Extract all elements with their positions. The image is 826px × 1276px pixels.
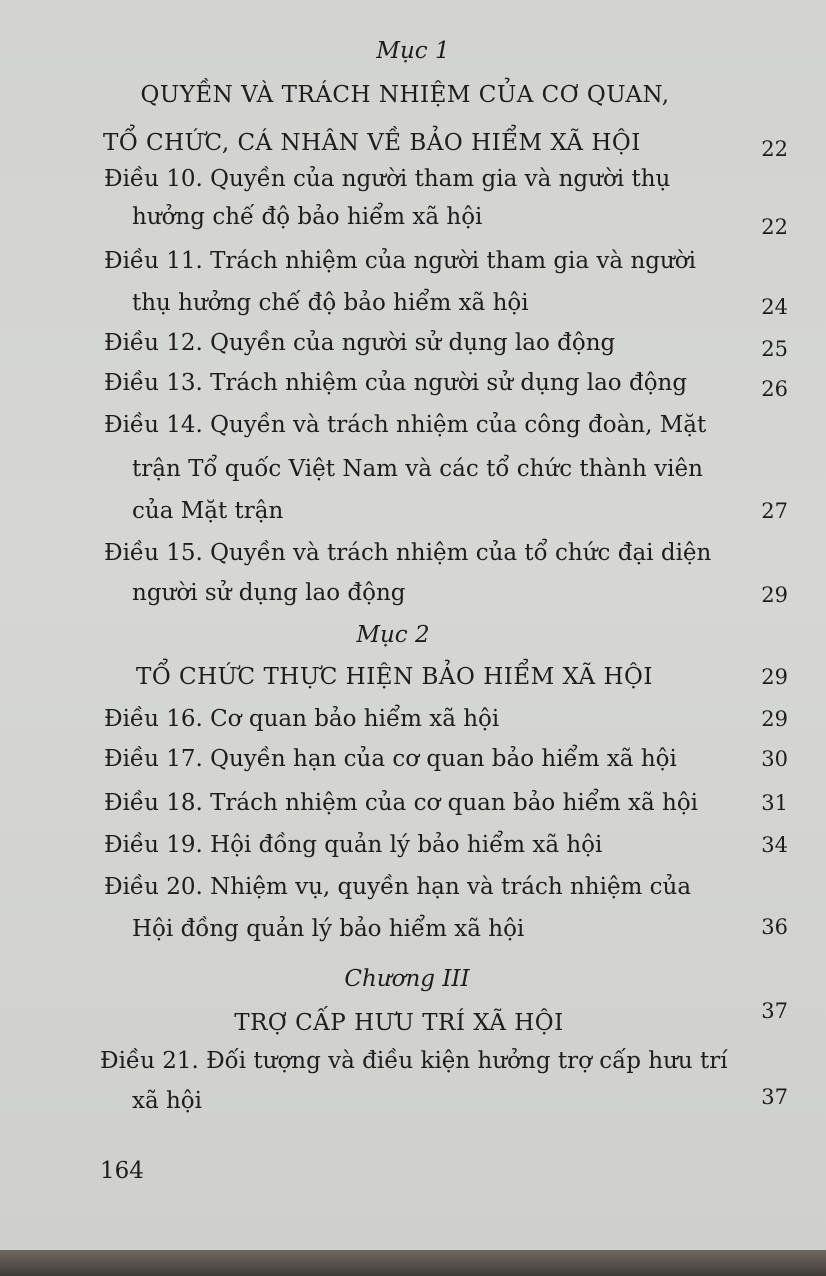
- chapter-label: Chương III: [344, 966, 470, 992]
- page-number-ref: 27: [761, 499, 788, 523]
- toc-entry: Điều 17. Quyền hạn của cơ quan bảo hiểm xã hội: [104, 746, 677, 772]
- toc-entry-continuation: trận Tổ quốc Việt Nam và các tổ chức thành viên: [132, 456, 703, 482]
- page-number-ref: 24: [761, 295, 788, 319]
- section-title: TỔ CHỨC THỰC HIỆN BẢO HIỂM XÃ HỘI: [136, 664, 653, 690]
- toc-entry: Điều 20. Nhiệm vụ, quyền hạn và trách nhiệm của: [104, 874, 692, 900]
- page-number-ref: 34: [761, 833, 788, 857]
- page-bottom-edge: [0, 1250, 826, 1276]
- toc-entry-continuation: hưởng chế độ bảo hiểm xã hội: [132, 204, 483, 230]
- toc-entry: Điều 11. Trách nhiệm của người tham gia và người: [104, 248, 696, 274]
- toc-entry-continuation: người sử dụng lao động: [132, 580, 406, 606]
- page-number-ref: 29: [761, 665, 788, 689]
- toc-entry: Điều 21. Đối tượng và điều kiện hưởng trợ cấp hưu trí: [100, 1048, 728, 1074]
- page-number-ref: 26: [761, 377, 788, 401]
- section-title: TỔ CHỨC, CÁ NHÂN VỀ BẢO HIỂM XÃ HỘI: [103, 130, 641, 156]
- toc-entry-continuation: của Mặt trận: [132, 498, 284, 524]
- toc-entry: Điều 13. Trách nhiệm của người sử dụng lao động: [104, 370, 688, 396]
- toc-entry: Điều 10. Quyền của người tham gia và người thụ: [104, 166, 671, 192]
- page-number-ref: 29: [761, 707, 788, 731]
- toc-entry-continuation: Hội đồng quản lý bảo hiểm xã hội: [132, 916, 525, 942]
- page-number-ref: 22: [761, 215, 788, 239]
- toc-entry: Điều 14. Quyền và trách nhiệm của công đoàn, Mặt: [104, 412, 707, 438]
- page-number-ref: 36: [761, 915, 788, 939]
- section-label: Mục 2: [356, 622, 430, 648]
- toc-entry: Điều 15. Quyền và trách nhiệm của tổ chức đại diện: [104, 540, 712, 566]
- section-title: QUYỀN VÀ TRÁCH NHIỆM CỦA CƠ QUAN,: [140, 82, 670, 108]
- toc-entry: Điều 19. Hội đồng quản lý bảo hiểm xã hội: [104, 832, 603, 858]
- chapter-title: TRỢ CẤP HƯU TRÍ XÃ HỘI: [234, 1010, 564, 1036]
- page-number-ref: 29: [761, 583, 788, 607]
- page-folio: 164: [100, 1158, 144, 1184]
- toc-entry-continuation: xã hội: [132, 1088, 203, 1114]
- toc-entry: Điều 18. Trách nhiệm của cơ quan bảo hiểm xã hội: [104, 790, 699, 816]
- page-number-ref: 31: [761, 791, 788, 815]
- page-number-ref: 30: [761, 747, 788, 771]
- page-number-ref: 37: [761, 1085, 788, 1109]
- toc-entry-continuation: thụ hưởng chế độ bảo hiểm xã hội: [132, 290, 529, 316]
- page-number-ref: 25: [761, 337, 788, 361]
- page-number-ref: 37: [761, 999, 788, 1023]
- toc-entry: Điều 16. Cơ quan bảo hiểm xã hội: [104, 706, 500, 732]
- page-number-ref: 22: [761, 137, 788, 161]
- toc-entry: Điều 12. Quyền của người sử dụng lao động: [104, 330, 616, 356]
- section-label: Mục 1: [376, 38, 450, 64]
